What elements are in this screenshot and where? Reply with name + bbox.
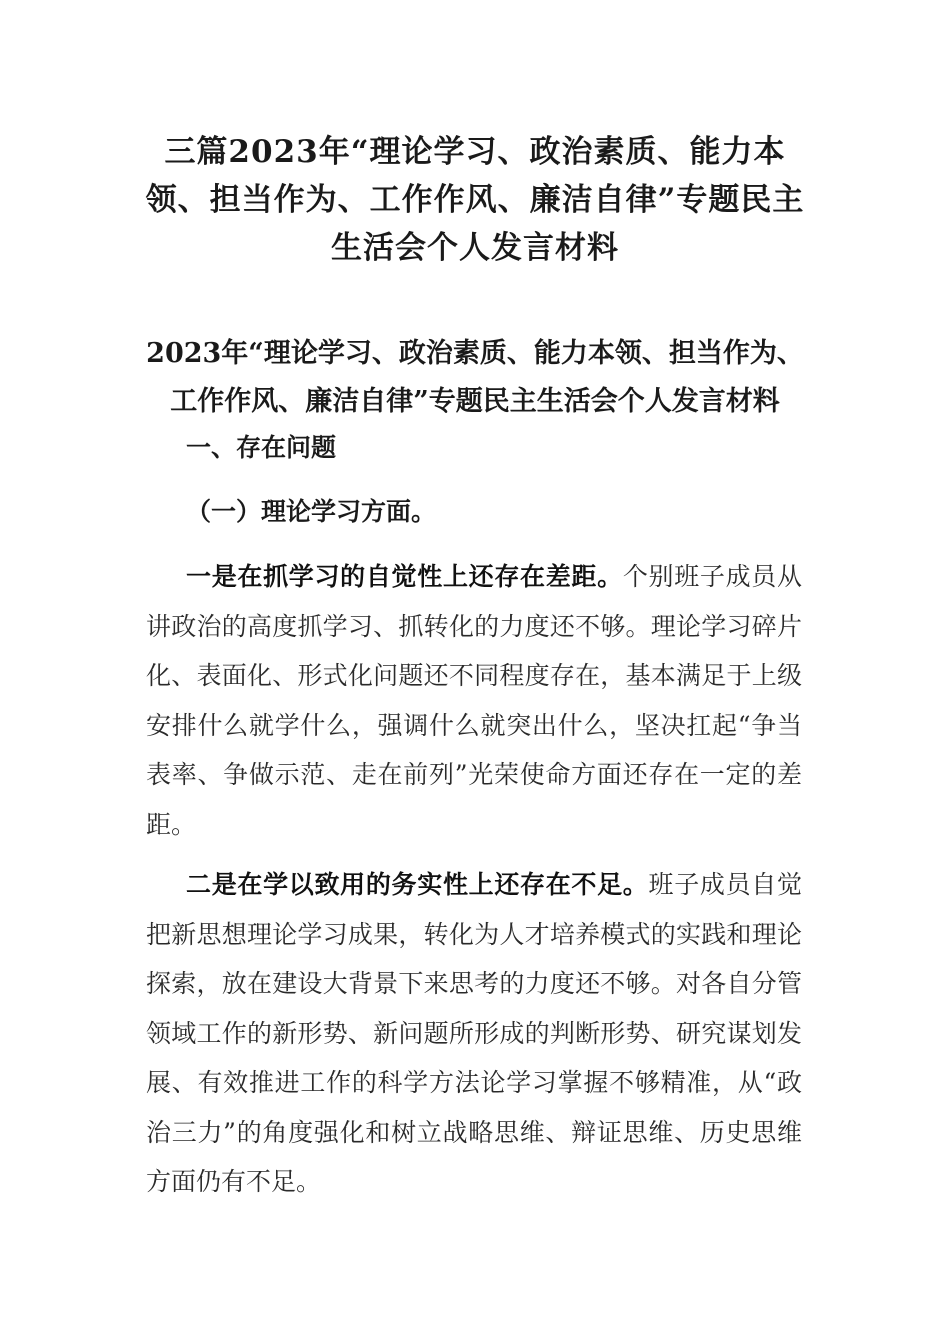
subsection-heading: （一）理论学习方面。 — [186, 497, 437, 526]
document-title: 三篇2023年“理论学习、政治素质、能力本领、担当作为、工作作风、廉洁自律”专题民主生活会个人发言材料 — [145, 134, 805, 266]
document-subtitle: 2023年“理论学习、政治素质、能力本领、担当作为、工作作风、廉洁自律”专题民主生活会个人发言材料 — [146, 338, 804, 417]
paragraph-lead: 二是在学以致用的务实性上还存在不足。 — [186, 870, 649, 899]
paragraph-lead: 一是在抓学习的自觉性上还存在差距。 — [186, 562, 623, 591]
paragraph-body: 班子成员自觉把新思想理论学习成果，转化为人才培养模式的实践和理论探索，放在建设大背景下来思考的力度还不够。对各自分管领域工作的新形势、新问题所形成的判断形势、研究谋划发展、有效推进工作的科学方法论学习掌握不够精准，从“政治三力”的角度强化和树立战略思维、辩证思维、历史思维方面仍有不足。 — [146, 870, 802, 1196]
section-heading: 一、存在问题 — [186, 433, 337, 462]
body-paragraph — [146, 552, 802, 849]
body-paragraph — [146, 860, 802, 1207]
paragraph-body: 个别班子成员从讲政治的高度抓学习、抓转化的力度还不够。理论学习碎片化、表面化、形式化问题还不同程度存在，基本满足于上级安排什么就学什么，强调什么就突出什么，坚决扛起“争当表率、争做示范、走在前列”光荣使命方面还存在一定的差距。 — [146, 562, 802, 839]
